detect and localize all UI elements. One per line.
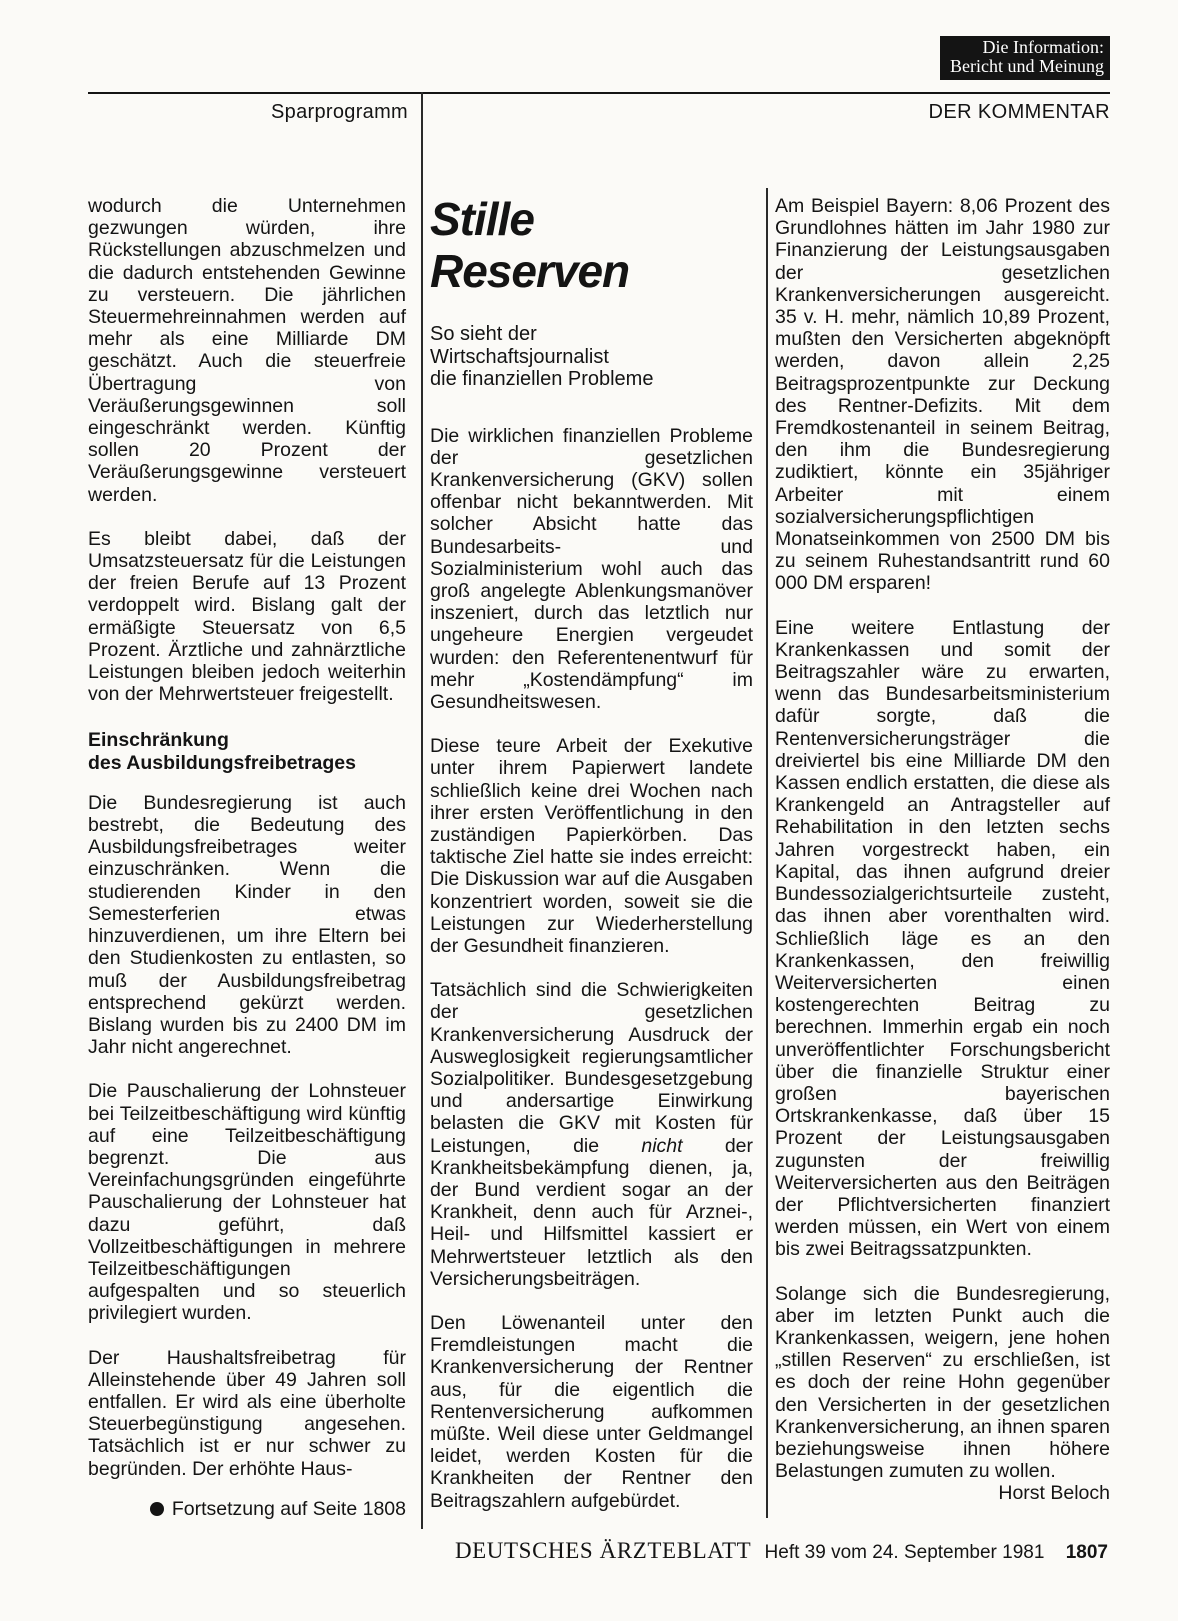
headline-line-2: Reserven: [430, 245, 630, 297]
bullet-icon: [150, 1502, 164, 1516]
column-3: [775, 195, 1110, 1505]
page-footer: [88, 1538, 1108, 1564]
top-rule: [88, 92, 1110, 94]
article-headline: [430, 193, 753, 297]
column-2: [430, 193, 753, 1534]
col1-subheading: [88, 729, 406, 773]
page-number: 1807: [1065, 1542, 1108, 1563]
column-divider-2: [766, 188, 768, 1518]
col1-paragraph-3: Die Bundesregierung ist auch bestrebt, die Bedeutung des Ausbildungsfreibetrages weiter einzuschränken. Wenn die studierenden Kinder in den Semesterferien etwas hinzuverdienen, um ihre Eltern bei den Studienkosten zu entlasten, so muß der Ausbildungsfreibetrag entsprechend gekürzt werden. Bislang wurden bis zu 2400 DM im Jahr nicht angerechnet.: [88, 791, 406, 1059]
col1-paragraph-4: Die Pauschalierung der Lohnsteuer bei Teilzeitbeschäftigung wird künftig auf eine Teilzeitbeschäftigung begrenzt. Die aus Vereinfachungsgründen eingeführte Pauschalierung der Lohnsteuer hat dazu geführt, daß Vollzeitbeschäftigungen in mehrere Teilzeitbeschäftigungen aufgespalten und so steuerlich privilegiert wurden.: [88, 1080, 406, 1325]
col2-paragraph-2: Diese teure Arbeit der Exekutive unter ihrem Papierwert landete schließlich keine drei Wochen nach ihrer ersten Veröffentlichung in den zuständigen Papierkörben. Das taktische Ziel hatte sie indes erreicht: Die Diskussion war auf die Ausgaben konzentriert worden, soweit sie die Leistungen zur Wiederherstellung der Gesundheit finanzieren.: [430, 735, 753, 957]
column-1: [88, 195, 406, 1520]
kicker-right: DER KOMMENTAR: [928, 101, 1110, 123]
col3-paragraph-1: Am Beispiel Bayern: 8,06 Prozent des Grundlohnes hätten im Jahr 1980 zur Finanzierung der Leistungsausgaben der gesetzlichen Krankenversicherungen ausgereicht. 35 v. H. mehr, nämlich 10,89 Prozent, mußten den Versicherten abgeknöpft werden, davon allein 2,25 Beitragsprozentpunkte zur Deckung des Rentner-Defizits. Mit dem Fremdkostenanteil in seinem Beitrag, den ihm die Bundesregierung zudiktiert, könnte ein 35jähriger Arbeiter mit einem sozialversicherungspflichtigen Monatseinkommen von 2500 DM bis zu seinem Ruhestandsantritt rund 60 000 DM ersparen!: [775, 195, 1110, 595]
deck-line-3: die finanziellen Probleme: [430, 368, 654, 390]
deck-line-2: Wirtschaftsjournalist: [430, 345, 609, 368]
col3-paragraph-3: Solange sich die Bundesregierung, aber im letzten Punkt auch die Krankenkassen, weigern, jene hohen „stillen Reserven“ zu erschließen, ist es doch der reine Hohn gegenüber den Versicherten in der gesetzlichen Krankenversicherung, an ihnen sparen beziehungsweise ihnen höhere Belastungen zumuten zu wollen.: [775, 1282, 1110, 1483]
issue-info: Heft 39 vom 24. September 1981: [764, 1542, 1045, 1563]
continuation-text: Fortsetzung auf Seite 1808: [171, 1497, 406, 1520]
col2-emphasis: nicht: [641, 1134, 683, 1157]
kicker-left: Sparprogramm: [271, 101, 408, 123]
col2-paragraph-3-b: der Krankheitsbekämpfung dienen, ja, der Bund verdient sogar an der Krankheit, denn auch für Arznei-, Heil- und Hilfsmittel kassiert er Mehrwertsteuer letztlich als den Versicherungsbeiträgen.: [430, 1134, 753, 1290]
article-deck: [430, 323, 753, 391]
col1-paragraph-5: Der Haushaltsfreibetrag für Alleinstehende über 49 Jahren soll entfallen. Er wird als eine überholte Steuerbegünstigung angesehen. Tatsächlich ist er nur schwer zu begründen. Der erhöhte Haus-: [88, 1346, 406, 1480]
col3-paragraph-2: Eine weitere Entlastung der Krankenkassen und somit der Beitragszahler wäre zu erwarten, wenn das Bundesarbeitsministerium dafür sorgte, daß die Rentenversicherungsträger die dreiviertel bis eine Milliarde DM den Kassen endlich erstatten, die diese als Krankengeld an Antragsteller auf Rehabilitation in den letzten sechs Jahren vorgestreckt haben, ein Kapital, das ihnen aufgrund dreier Bundessozialgerichtsurteile zusteht, das ihnen aber vorenthalten wird. Schließlich läge es an den Krankenkassen, den freiwillig Weiterversicherten einen kostengerechten Beitrag zu berechnen. Immerhin ergab ein noch unveröffentlichter Forschungsbericht über die finanzielle Struktur einer großen bayerischen Ortskrankenkasse, daß über 15 Prozent der Leistungsausgaben zugunsten der freiwillig Weiterversicherten aus den Beiträgen der Pflichtversicherten finanziert werden müssen, ein Wert von einem bis zwei Beitragssatzpunkten.: [775, 616, 1110, 1261]
journal-name: DEUTSCHES ÄRZTEBLATT: [454, 1538, 752, 1563]
col2-paragraph-1: Die wirklichen finanziellen Probleme der gesetzlichen Krankenversicherung (GKV) sollen offenbar nicht bekanntwerden. Mit solcher Absicht hatte das Bundesarbeits- und Sozialministerium wohl auch das groß angelegte Ablenkungsmanöver inszeniert, durch das letztlich nur ungeheure Energien vergeudet wurden: den Referentenentwurf für mehr „Kostendämpfung“ im Gesundheitswesen.: [430, 424, 753, 713]
col2-paragraph-4: Den Löwenanteil unter den Fremdleistungen macht die Krankenversicherung der Rentner aus, für die eigentlich die Rentenversicherung aufkommen müßte. Weil diese unter Geldmangel leidet, werden Kosten für die Krankheiten der Rentner den Beitragszahlern aufgebürdet.: [430, 1312, 753, 1512]
section-tag: [940, 36, 1110, 80]
section-tag-line-1: Die Information:: [982, 37, 1104, 57]
col1-subheading-line-2: des Ausbildungsfreibetrages: [88, 751, 357, 774]
col1-subheading-line-1: Einschränkung: [88, 729, 229, 752]
col2-paragraph-3: [430, 979, 753, 1290]
author-byline: Horst Beloch: [998, 1482, 1110, 1505]
col1-paragraph-1: wodurch die Unternehmen gezwungen würden, ihre Rückstellungen abzuschmelzen und die dadurch entstehenden Gewinne zu versteuern. Die jährlichen Steuermehreinnahmen werden auf mehr als eine Milliarde DM geschätzt. Auch die steuerfreie Übertragung von Veräußerungsgewinnen soll eingeschränkt werden. Künftig sollen 20 Prozent der Veräußerungsgewinne versteuert werden.: [88, 195, 406, 506]
deck-line-1: So sieht der: [430, 323, 537, 345]
column-divider-1: [421, 92, 423, 1529]
col1-paragraph-2: Es bleibt dabei, daß der Umsatzsteuersatz für die Leistungen der freien Berufe auf 13 Prozent verdoppelt wird. Bislang galt der ermäßigte Steuersatz von 6,5 Prozent. Ärztliche und zahnärztliche Leistungen bleiben jedoch weiterhin von der Mehrwertsteuer freigestellt.: [88, 527, 406, 706]
continuation-note: [88, 1498, 406, 1520]
section-tag-line-2: Bericht und Meinung: [950, 56, 1104, 76]
headline-line-1: Stille: [430, 193, 534, 245]
col2-paragraph-3-a: Tatsächlich sind die Schwierigkeiten der gesetzlichen Krankenversicherung Ausdruck der Ausweglosigkeit regierungsamtlicher Sozialpolitiker. Bundesgesetzgebung und andersartige Einwirkung belasten die GKV mit Kosten für Leistungen, die: [430, 979, 753, 1157]
